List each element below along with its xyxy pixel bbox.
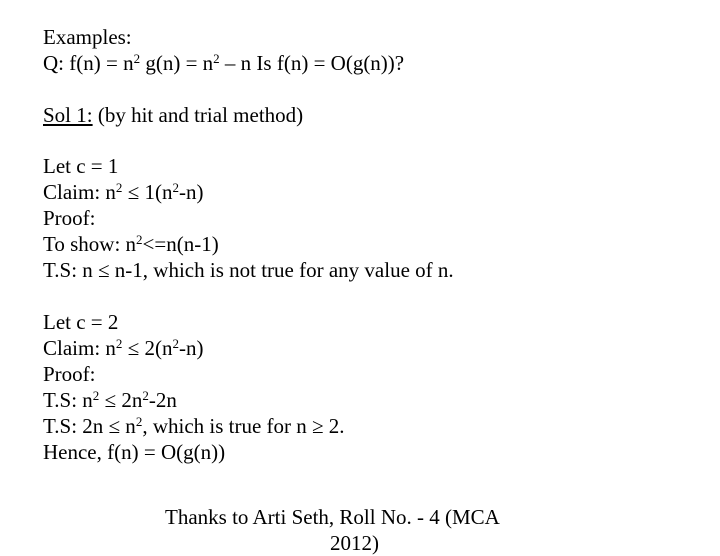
question-line (43, 50, 404, 76)
solution-heading (43, 102, 303, 128)
question-ask: Is f(n) = O(g(n))? (251, 51, 405, 75)
ts-text: , which is true for n ≥ 2. (142, 414, 345, 438)
question-g: g(n) = n (140, 51, 214, 75)
sol-method: (by hit and trial method) (92, 103, 304, 127)
claim-text: ≤ 1(n (122, 180, 173, 204)
exponent: 2 (133, 51, 141, 66)
ts-text: ≤ 2n (99, 388, 143, 412)
case1-proof: Proof: (43, 206, 96, 230)
case2-hence: Hence, f(n) = O(g(n)) (43, 440, 226, 464)
case2-ts1 (43, 387, 177, 413)
case1-let: Let c = 1 (43, 154, 119, 178)
examples-heading: Examples: (43, 25, 132, 49)
exponent: 2 (115, 180, 123, 195)
ts-text: T.S: n (43, 388, 93, 412)
case1-to-show (43, 231, 219, 257)
exponent: 2 (135, 414, 143, 429)
show-text: <=n(n-1) (142, 232, 219, 256)
claim-text: -n) (178, 180, 204, 204)
exponent: 2 (172, 180, 179, 195)
claim-text: -n) (178, 336, 204, 360)
footer-credit-continued: 2012) (330, 531, 379, 555)
case2-ts2 (43, 413, 345, 439)
case2-proof: Proof: (43, 362, 96, 386)
exponent: 2 (142, 388, 149, 403)
case1-claim (43, 179, 203, 205)
exponent: 2 (115, 336, 123, 351)
case1-ts: T.S: n ≤ n-1, which is not true for any value of n. (43, 258, 454, 282)
ts-text: -2n (148, 388, 177, 412)
sol-label: Sol 1: (43, 103, 93, 127)
show-text: To show: n (43, 232, 137, 256)
exponent: 2 (172, 336, 179, 351)
claim-text: Claim: n (43, 180, 116, 204)
claim-text: Claim: n (43, 336, 116, 360)
ts-text: T.S: 2n ≤ n (43, 414, 136, 438)
exponent: 2 (136, 232, 143, 247)
exponent: 2 (92, 388, 100, 403)
claim-text: ≤ 2(n (122, 336, 173, 360)
footer-credit: Thanks to Arti Seth, Roll No. - 4 (MCA (165, 505, 500, 529)
case2-let: Let c = 2 (43, 310, 119, 334)
question-g-suffix: – n (219, 51, 252, 75)
question-f: Q: f(n) = n (43, 51, 134, 75)
exponent: 2 (213, 51, 220, 66)
case2-claim (43, 335, 203, 361)
